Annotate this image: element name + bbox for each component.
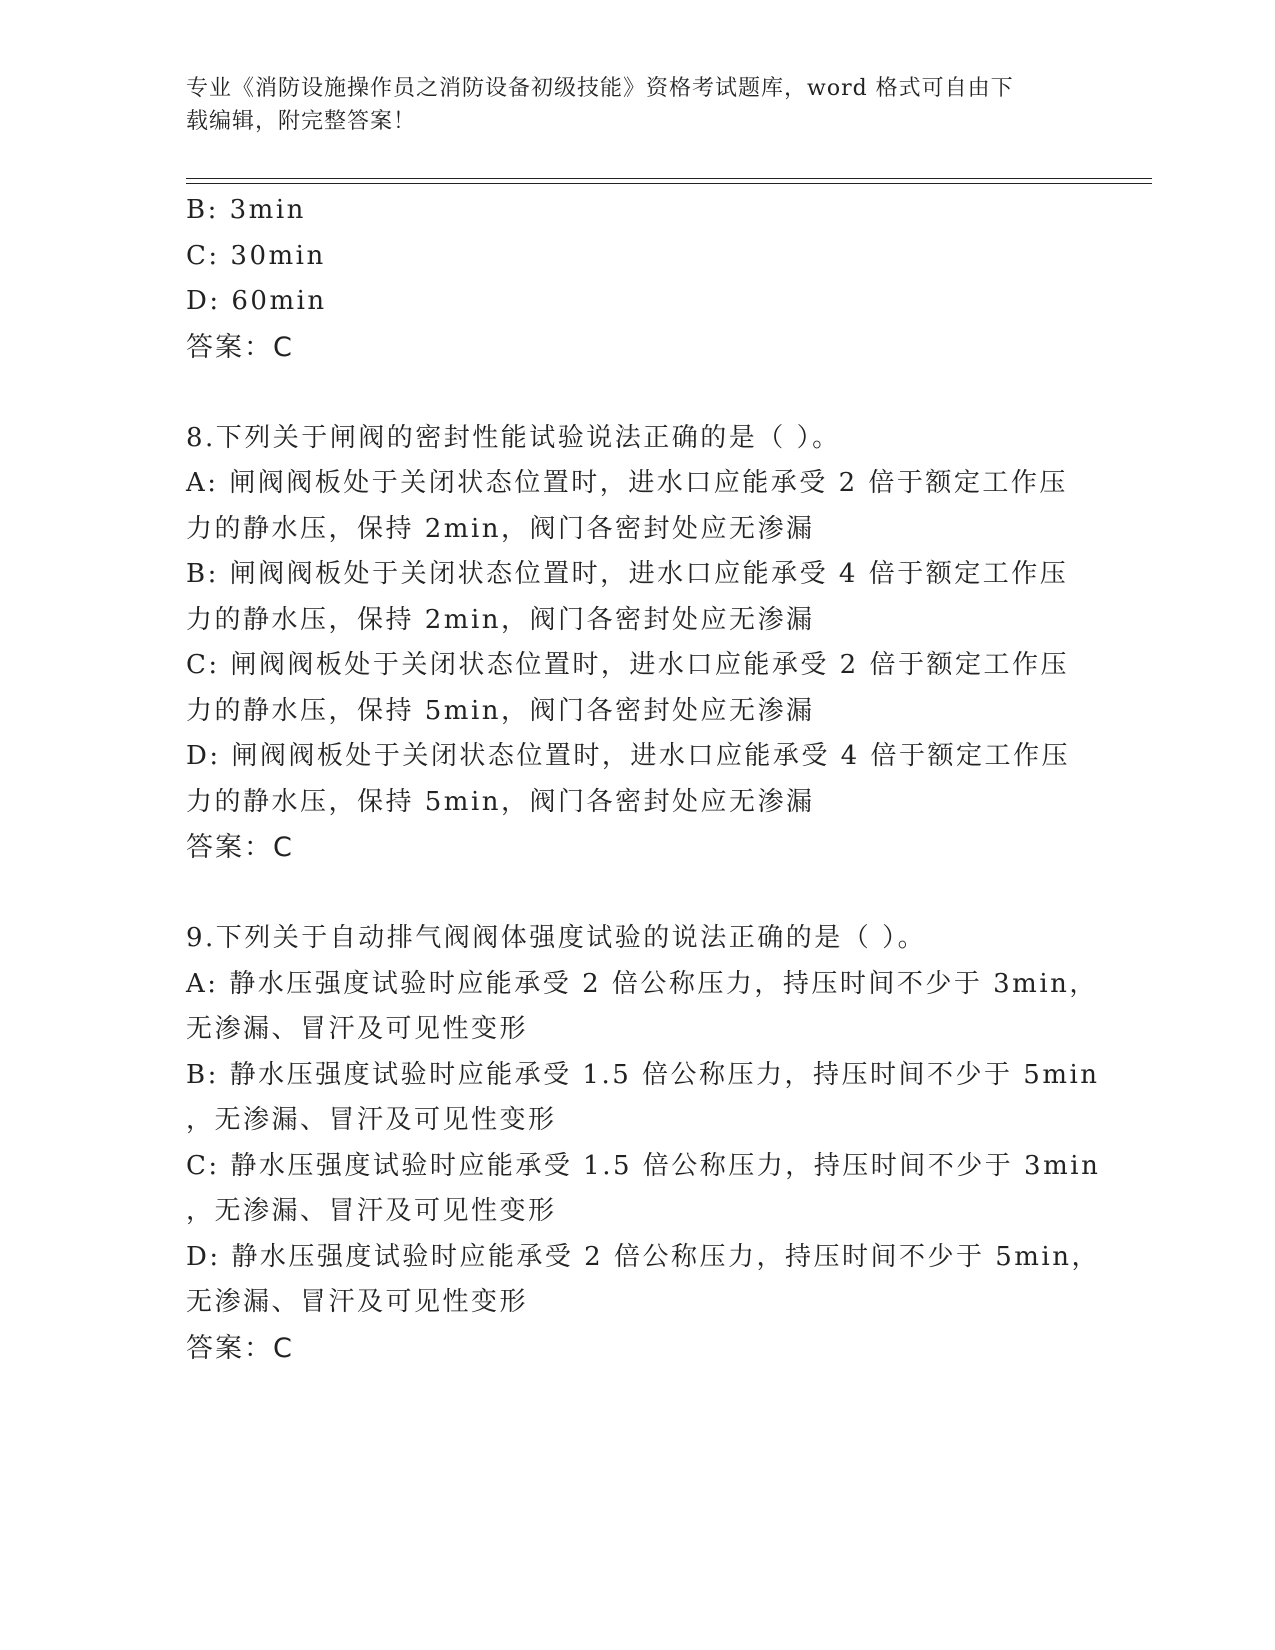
option-c: C: 闸阀阀板处于关闭状态位置时，进水口应能承受 2 倍于额定工作压 [186,650,1069,680]
spacer [186,871,1086,917]
option-a: A: 静水压强度试验时应能承受 2 倍公称压力，持压时间不少于 3min， [186,968,1098,999]
header-line-2: 载编辑，附完整答案！ [186,109,417,134]
option-d-cont: 力的静水压，保持 5min，阀门各密封处应无渗漏 [186,786,815,817]
spacer [186,370,1086,416]
option-d: D: 静水压强度试验时应能承受 2 倍公称压力，持压时间不少于 5min， [186,1241,1100,1272]
question-stem: 9.下列关于自动排气阀阀体强度试验的说法正确的是（ ）。 [186,923,927,953]
option-b-cont: 力的静水压，保持 2min，阀门各密封处应无渗漏 [186,604,815,635]
header-divider-top [186,178,1152,179]
question-body [186,188,1101,1371]
question-9 [186,916,1101,1371]
answer-line: 答案：C [186,1332,294,1364]
answer-line: 答案：C [186,832,294,863]
question-stem: 8.下列关于闸阀的密封性能试验说法正确的是（ ）。 [186,422,841,453]
option-a-cont: 无渗漏、冒汗及可见性变形 [186,1014,529,1044]
option-b: B: 闸阀阀板处于关闭状态位置时，进水口应能承受 4 倍于额定工作压 [186,559,1069,589]
header-divider-bottom [186,183,1152,184]
header-line-1: 专业《消防设施操作员之消防设备初级技能》资格考试题库，word 格式可自由下 [186,76,1014,101]
option-a: A: 闸阀阀板处于关闭状态位置时，进水口应能承受 2 倍于额定工作压 [186,468,1068,498]
option-c-cont: ，无渗漏、冒汗及可见性变形 [186,1196,557,1226]
option-c: C: 30min [186,240,326,271]
option-b: B: 3min [186,195,306,225]
page-header [186,72,1086,138]
option-b: B: 静水压强度试验时应能承受 1.5 倍公称压力，持压时间不少于 5min [186,1059,1100,1090]
option-c-cont: 力的静水压，保持 5min，阀门各密封处应无渗漏 [186,695,815,726]
option-b-cont: ，无渗漏、冒汗及可见性变形 [186,1105,557,1135]
option-d-cont: 无渗漏、冒汗及可见性变形 [186,1287,529,1317]
question-7-tail [186,188,1086,370]
option-a-cont: 力的静水压，保持 2min，阀门各密封处应无渗漏 [186,513,815,544]
option-d: D: 60min [186,286,327,316]
answer-line: 答案：C [186,331,294,363]
question-8 [186,416,1086,871]
option-c: C: 静水压强度试验时应能承受 1.5 倍公称压力，持压时间不少于 3min [186,1150,1101,1181]
option-d: D: 闸阀阀板处于关闭状态位置时，进水口应能承受 4 倍于额定工作压 [186,741,1070,771]
